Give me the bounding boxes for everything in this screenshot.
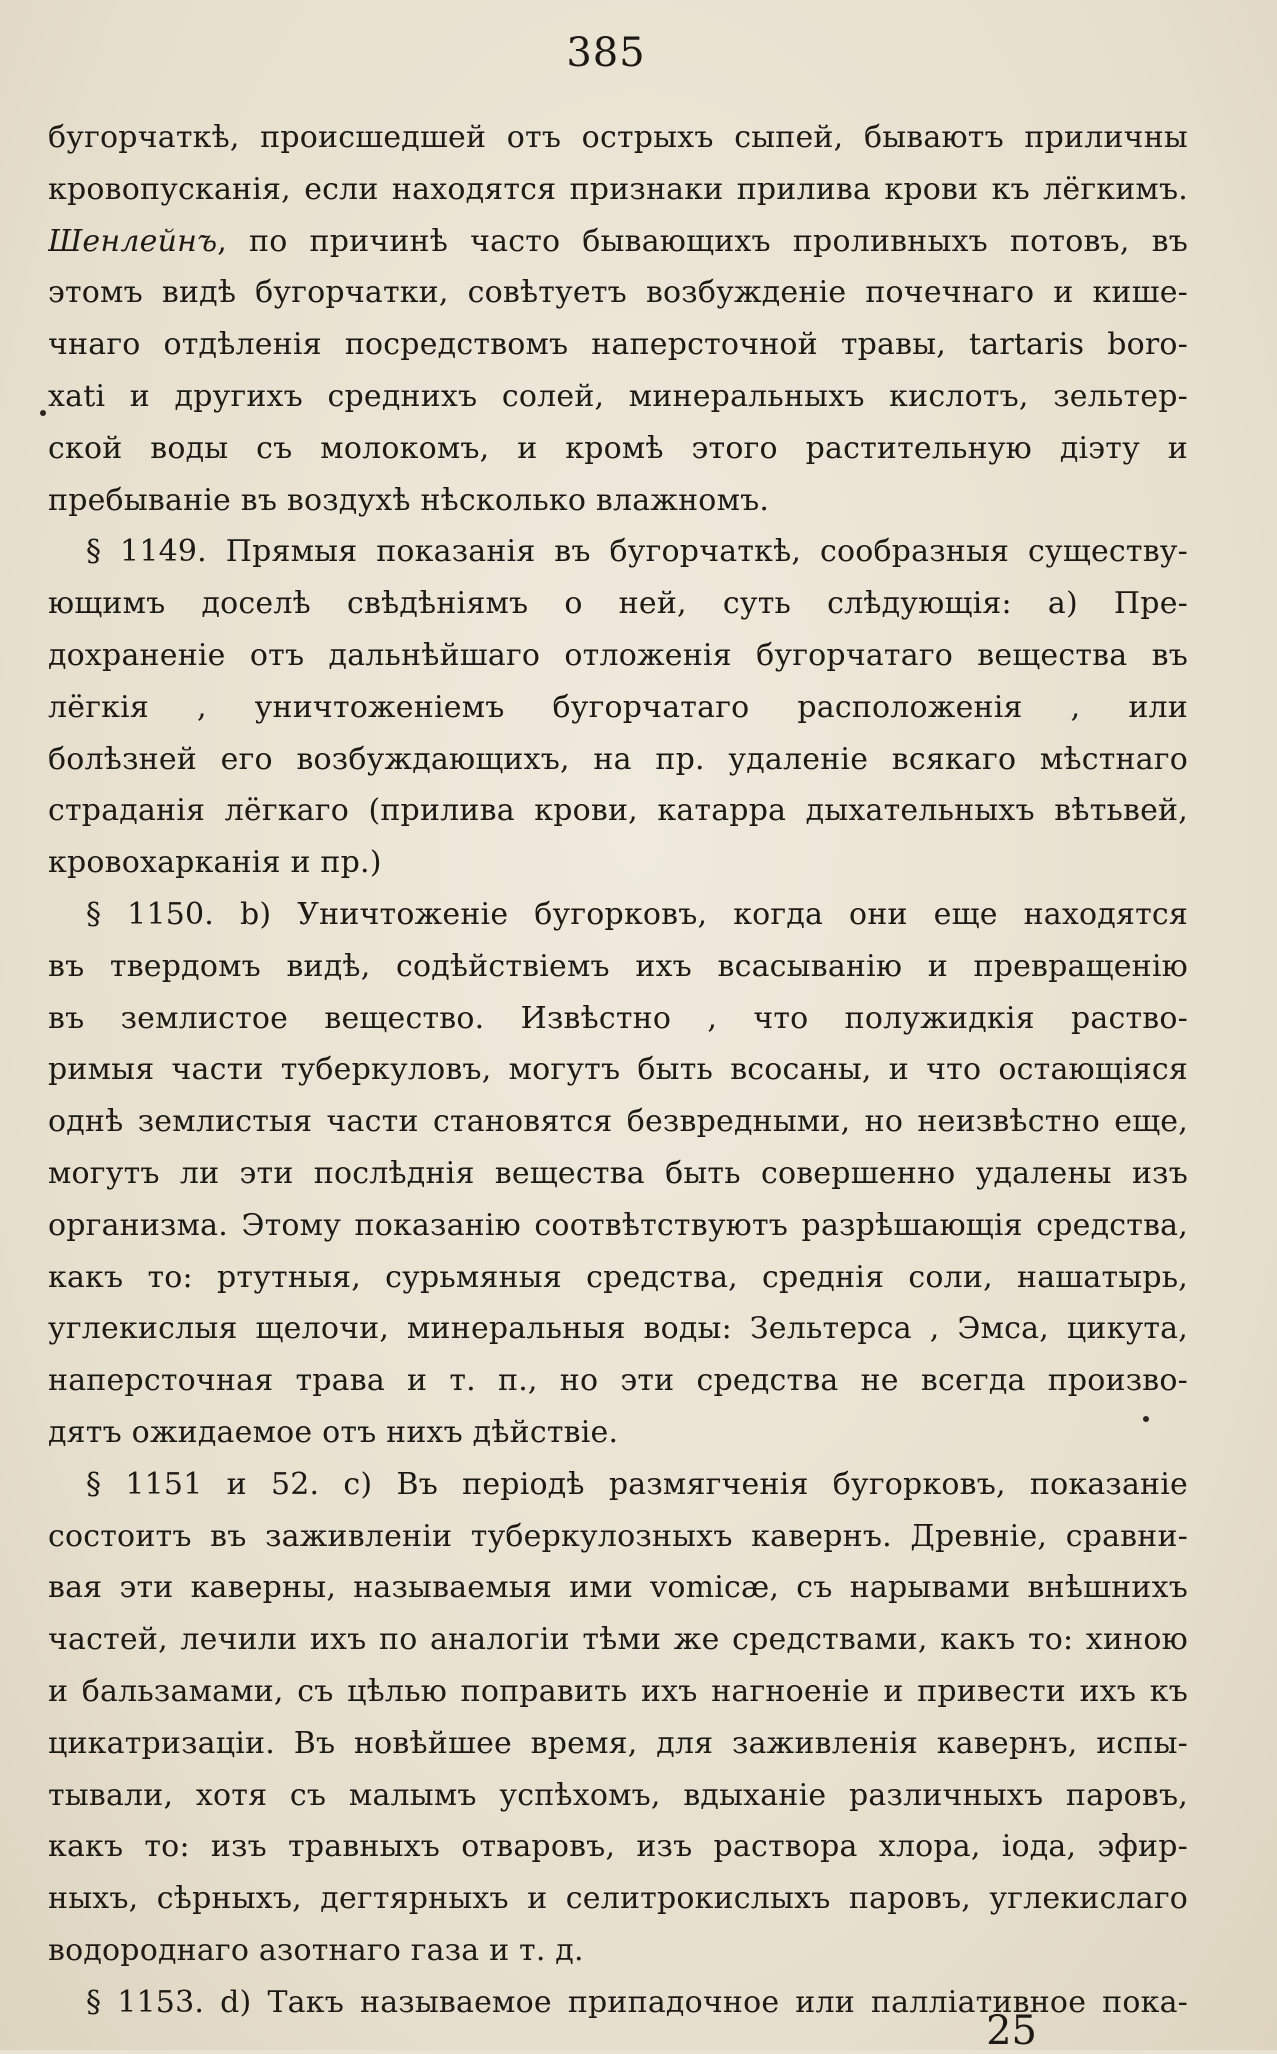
text-line: дохраненіе отъ дальнѣйшаго отложенія бугорчатаго вещества въ <box>48 637 1188 673</box>
text-line: болѣзней его возбуждающихъ, на пр. удаленіе всякаго мѣстнаго <box>48 741 1188 777</box>
text-line: цикатризаціи. Въ новѣйшее время, для заживленія кавернъ, испы- <box>48 1725 1188 1761</box>
text-line: какъ то: изъ травныхъ отваровъ, изъ раствора хлора, іода, эфир- <box>48 1829 1188 1865</box>
text-line: чнаго отдѣленія посредствомъ наперсточной травы, tartaris boro- <box>48 327 1188 363</box>
signature-mark: 25 <box>986 2008 1037 2054</box>
text-line: Шенлейнъ, по причинѣ часто бывающихъ проливныхъ потовъ, въ <box>48 223 1188 259</box>
text-line: бугорчаткѣ, происшедшей отъ острыхъ сыпей, бываютъ приличны <box>48 120 1188 155</box>
author-name: Шенлейнъ <box>48 223 218 259</box>
text-line: § 1150. b) Уничтоженіе бугорковъ, когда они еще находятся <box>86 896 1188 932</box>
text-line: римыя части туберкуловъ, могутъ быть всосаны, и что остающіяся <box>48 1052 1188 1088</box>
text-line: кровохарканія и пр.) <box>48 845 382 881</box>
text-line: пребываніе въ воздухѣ нѣсколько влажномъ. <box>48 482 770 518</box>
text-line: и бальзамами, съ цѣлью поправить ихъ нагноеніе и привести ихъ къ <box>48 1673 1188 1709</box>
text-line: могутъ ли эти послѣднія вещества быть совершенно удалены изъ <box>48 1155 1188 1191</box>
text-line: какъ то: ртутныя, сурьмяныя средства, среднія соли, нашатырь, <box>48 1259 1188 1295</box>
text-line: лёгкія , уничтоженіемъ бугорчатаго расположенія , или <box>48 689 1188 725</box>
text-line: углекислыя щелочи, минеральныя воды: Зельтерса , Эмса, цикута, <box>48 1311 1188 1347</box>
text-line: однѣ землистыя части становятся безвредными, но неизвѣстно еще, <box>48 1104 1188 1140</box>
text-line: водороднаго азотнаго газа и т. д. <box>48 1932 584 1968</box>
text-line: § 1151 и 52. c) Въ періодѣ размягченія бугорковъ, показаніе <box>86 1466 1188 1502</box>
text-line: ныхъ, сѣрныхъ, дегтярныхъ и селитрокислыхъ паровъ, углекислаго <box>48 1881 1188 1917</box>
text-line: частей, лечили ихъ по аналогіи тѣми же средствами, какъ то: хиною <box>48 1622 1188 1658</box>
text-line: ской воды съ молокомъ, и кромѣ этого растительную діэту и <box>48 430 1188 466</box>
margin-dot <box>1143 1416 1149 1422</box>
text-line: въ твердомъ видѣ, содѣйствіемъ ихъ всасыванію и превращенію <box>48 948 1188 984</box>
text-line: тывали, хотя съ малымъ успѣхомъ, вдыханіе различныхъ паровъ, <box>48 1777 1188 1813</box>
text-line: § 1153. d) Такъ называемое припадочное или палліативное пока- <box>86 1984 1188 2020</box>
text-line: § 1149. Прямыя показанія въ бугорчаткѣ, сообразныя существу- <box>86 534 1188 570</box>
text-line: страданія лёгкаго (прилива крови, катарра дыхательныхъ вѣтьвей, <box>48 793 1188 829</box>
text-line: наперсточная трава и т. п., но эти средства не всегда произво- <box>48 1363 1188 1399</box>
text-line: организма. Этому показанію соотвѣтствуютъ разрѣшающія средства, <box>48 1207 1188 1243</box>
body-text <box>48 112 1188 2028</box>
text-line: дятъ ожидаемое отъ нихъ дѣйствіе. <box>48 1414 619 1450</box>
page-number: 385 <box>566 30 646 76</box>
text-line: xati и другихъ среднихъ солей, минеральныхъ кислотъ, зельтер- <box>48 378 1188 414</box>
text-line: состоитъ въ заживленіи туберкулозныхъ кавернъ. Древніе, сравни- <box>48 1518 1188 1554</box>
text-line: въ землистое вещество. Извѣстно , что полужидкія раство- <box>48 1000 1188 1036</box>
text-line: ющимъ доселѣ свѣдѣніямъ о ней, суть слѣдующія: a) Пре- <box>48 586 1188 622</box>
text-line: вая эти каверны, называемыя ими vomicæ, съ нарывами внѣшнихъ <box>48 1570 1188 1606</box>
text-line: кровопусканія, если находятся признаки прилива крови къ лёгкимъ. <box>48 171 1188 207</box>
margin-dot <box>40 410 46 416</box>
text-line: этомъ видѣ бугорчатки, совѣтуетъ возбужденіе почечнаго и кише- <box>48 275 1188 311</box>
